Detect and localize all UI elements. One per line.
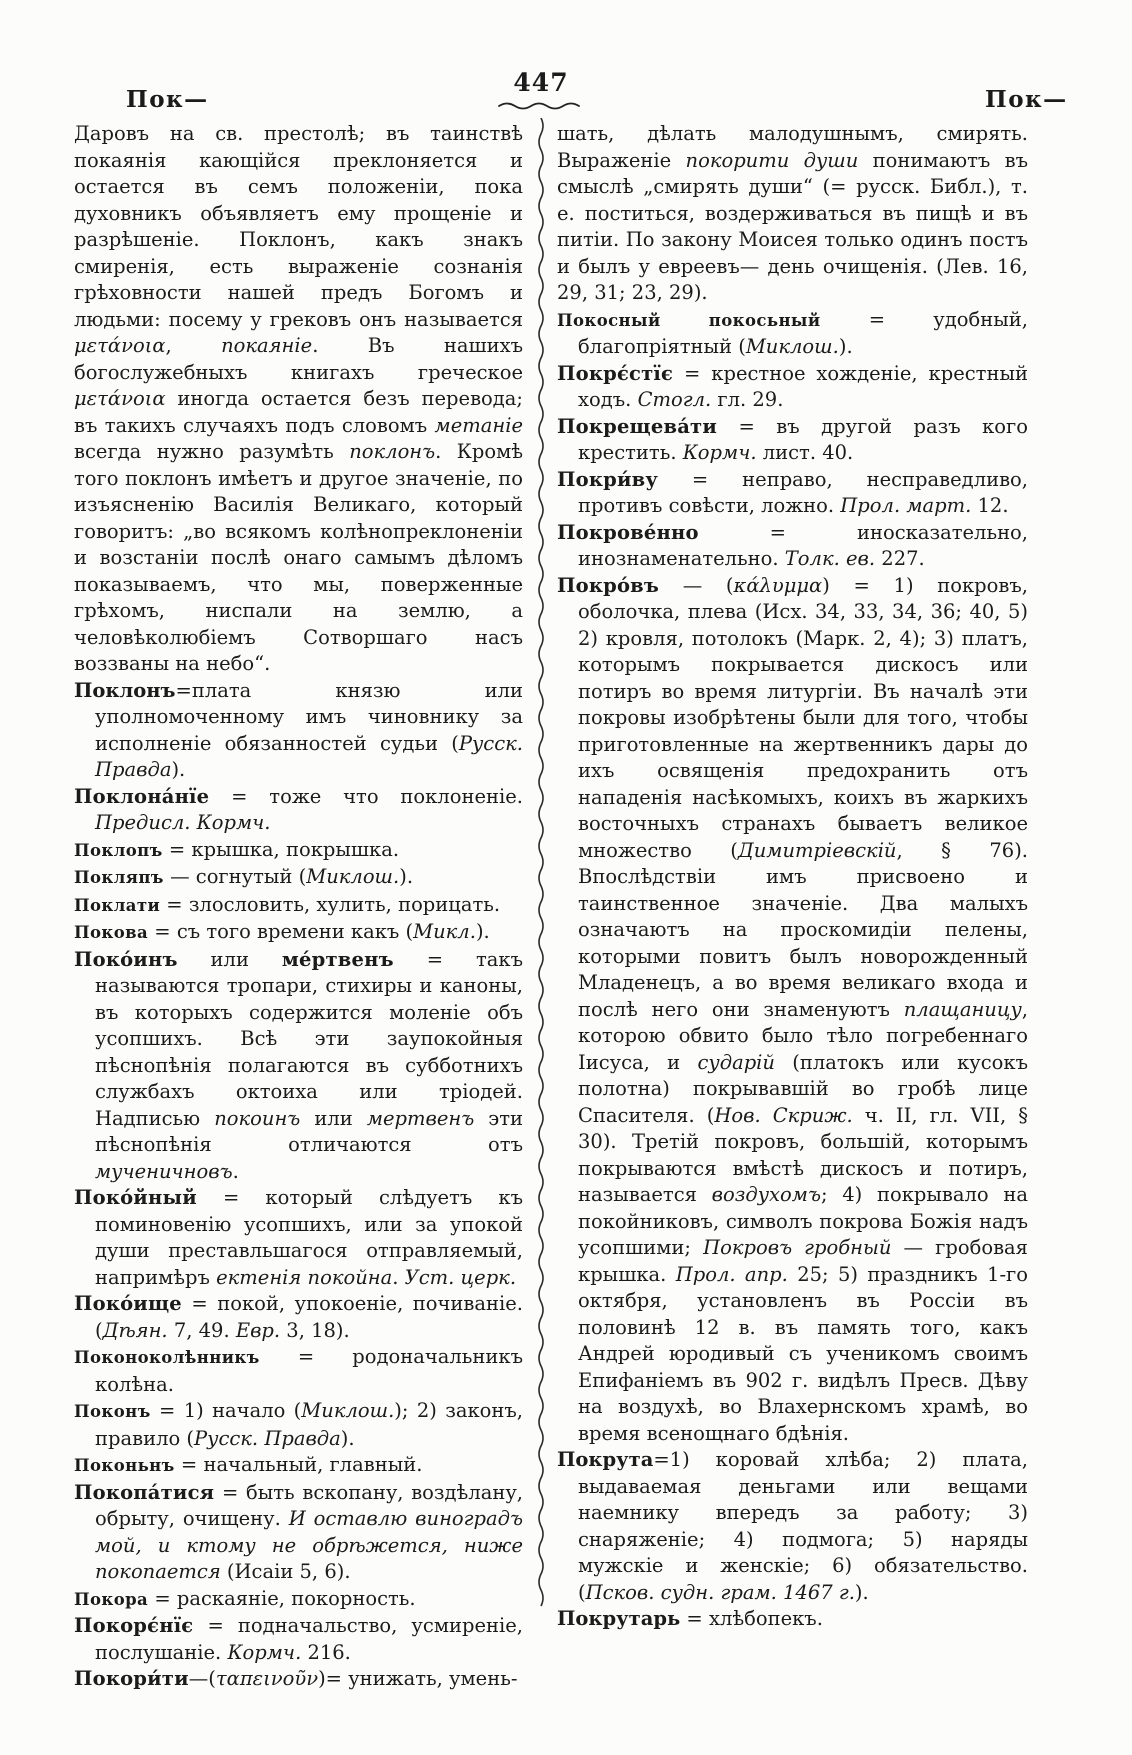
text-run: покоинъ bbox=[214, 1106, 301, 1130]
text-run: Прол. апр. bbox=[675, 1262, 788, 1286]
text-run: . Кромѣ того поклонъ имѣетъ и другое значеніе, по изъясненію Василія Великаго, который говоритъ: „во всякомъ колѣнопреклоненіи и возстаніи послѣ онаго самымъ дѣломъ показываемъ, что мы, поверженные грѣхомъ, ниспали на землю, а человѣколюбіемъ Сотворшаго насъ воззваны на небо“. bbox=[74, 440, 524, 675]
text-run: ). bbox=[171, 758, 186, 781]
entry-headword: Поклати bbox=[74, 895, 161, 915]
text-run: покорити души bbox=[685, 148, 859, 172]
text-run: Кормч. bbox=[682, 441, 757, 464]
text-run: = родоначальникъ колѣна. bbox=[95, 1345, 523, 1396]
text-run: Дѣян. bbox=[102, 1318, 168, 1342]
text-run: понимаютъ въ смыслѣ „смирять души“ (= русск. Библ.), т. е. поститься, воздерживаться въ пищѣ и въ питіи. По закону Моисея только одинъ постъ и былъ у евреевъ— день очищенія. (Лев. 16, 29, 31; 23, 29). bbox=[557, 148, 1028, 304]
text-run: Кормч. bbox=[227, 1640, 302, 1664]
entry-headword: Покрутарь bbox=[557, 1607, 681, 1630]
entry-headword: Покосный покосьный bbox=[557, 310, 821, 330]
text-run: = въ другой разъ кого крестить. bbox=[578, 414, 1028, 464]
text-run: = злословить, хулить, порицать. bbox=[160, 892, 501, 916]
entry-headword: Поконоколѣнникъ bbox=[74, 1348, 260, 1367]
entry-headword: Покрє́стїє bbox=[557, 361, 674, 385]
text-run: Евр. bbox=[235, 1318, 281, 1342]
entry-headword: Поклона́нїе bbox=[74, 784, 210, 808]
text-run: 227. bbox=[875, 547, 925, 570]
dictionary-entry bbox=[557, 1606, 1028, 1633]
text-run: Предисл. Кормч. bbox=[95, 811, 271, 834]
text-run: ταπεινοῦν bbox=[215, 1667, 319, 1690]
entry-headword: Поко́ище bbox=[74, 1292, 182, 1315]
text-run: Даровъ на св. престолѣ; въ таинствѣ покаянія кающійся преклоняется и остается въ семъ положеніи, пока духовникъ объявляетъ ему прощеніе и разрѣшеніе. Поклонъ, какъ знакъ смиренія, есть выраженіе сознанія грѣховности нашей предъ Богомъ и людьми: посему у грековъ онъ называется bbox=[74, 122, 523, 331]
text-run: 3, 18). bbox=[280, 1318, 350, 1342]
text-run: , которою обвито было тѣло погребеннаго Іисуса, и bbox=[578, 997, 1028, 1074]
entry-headword: Покро́въ bbox=[557, 573, 660, 597]
dictionary-entry bbox=[557, 467, 1028, 520]
right-column bbox=[557, 121, 1028, 1633]
text-run: иногда остается безъ перевода; въ такихъ случаяхъ подъ словомъ bbox=[74, 387, 523, 437]
entry-headword: Покрещева́ти bbox=[557, 414, 717, 438]
entry-headword: Поконьнъ bbox=[74, 1456, 175, 1475]
text-run: = удобный, благопріятный ( bbox=[578, 307, 1028, 358]
entry-headword: Поклопъ bbox=[74, 840, 163, 860]
entry-headword: Покова bbox=[74, 923, 149, 942]
text-run: или bbox=[177, 947, 282, 971]
text-run: . bbox=[232, 1159, 239, 1183]
entry-headword: Покрове́нно bbox=[557, 520, 699, 544]
text-run: всегда нужно разумѣть bbox=[74, 440, 350, 463]
text-run: ); 2) законъ, правило ( bbox=[95, 1399, 523, 1450]
continuation-paragraph bbox=[74, 121, 523, 678]
text-run: = тоже что поклоненіе. bbox=[209, 784, 523, 808]
text-run: плащаницу bbox=[903, 997, 1022, 1021]
text-run: Димитріевскій bbox=[737, 838, 897, 862]
entry-headword: Покрута bbox=[557, 1448, 654, 1471]
dictionary-entry bbox=[74, 1398, 523, 1452]
text-run: 216. bbox=[301, 1640, 351, 1664]
text-run: . Въ нашихъ богослужебныхъ книгахъ греческое bbox=[74, 334, 523, 384]
dictionary-entry bbox=[557, 307, 1028, 361]
text-run: ; 4) покрывало на покойниковъ, символъ покрова Божія надъ усопшими; bbox=[578, 1183, 1028, 1259]
dictionary-entry bbox=[557, 1447, 1028, 1606]
text-run: —( bbox=[188, 1667, 216, 1690]
text-run: ). bbox=[475, 920, 490, 943]
text-run: Уст. церк. bbox=[404, 1265, 517, 1289]
text-run: (Исаіи 5, 6). bbox=[220, 1560, 351, 1583]
text-run: ). bbox=[399, 865, 414, 888]
text-run: Русск. Правда bbox=[95, 731, 523, 781]
text-run: — согнутый ( bbox=[163, 865, 307, 888]
running-head-right: Пок— bbox=[985, 86, 1068, 113]
text-run: И оставлю виноградъ мой, и ктому не обрѣжется, ниже покопается bbox=[95, 1507, 523, 1583]
text-run: = 1) начало ( bbox=[150, 1399, 302, 1422]
text-run: Прол. март. bbox=[840, 494, 972, 517]
text-run: гл. 29. bbox=[711, 388, 784, 411]
dictionary-entry bbox=[74, 837, 523, 865]
text-run: Стогл. bbox=[637, 388, 712, 411]
column-divider-icon bbox=[534, 118, 548, 1608]
dictionary-entry bbox=[74, 1291, 523, 1344]
text-run: κάλυμμα bbox=[733, 573, 823, 597]
text-run: μετάνοια bbox=[74, 387, 166, 410]
text-run: = подначальство, усмиреніе, послушаніе. bbox=[95, 1614, 523, 1664]
dictionary-entry bbox=[74, 784, 523, 837]
page-number: 447 bbox=[513, 68, 569, 97]
text-run: мертвенъ bbox=[366, 1106, 475, 1130]
text-run: = такъ называются тропари, стихиры и каноны, въ которыхъ содержится моленіе объ усопшихъ. Всѣ эти заупокойныя пѣснопѣнія полагаются въ субботнихъ службахъ октоиха или тріодей. Надписью bbox=[95, 947, 523, 1130]
text-run: = крышка, покрышка. bbox=[162, 837, 400, 861]
text-run: ме́ртвенъ bbox=[281, 947, 394, 971]
dictionary-entry bbox=[74, 892, 523, 920]
text-run: мученичновъ bbox=[95, 1159, 233, 1183]
text-run: ектенія покойна bbox=[216, 1265, 393, 1289]
text-run: μετάνοια bbox=[74, 334, 166, 357]
dictionary-entry bbox=[74, 1452, 523, 1480]
dictionary-entry bbox=[557, 414, 1028, 467]
entry-headword: Поко́йный bbox=[74, 1186, 197, 1209]
squiggle-rule-icon bbox=[497, 101, 589, 111]
text-run: — гробовая крышка. bbox=[578, 1236, 1028, 1286]
text-run: . bbox=[392, 1265, 405, 1289]
text-run: — ( bbox=[659, 573, 734, 597]
text-run: = который слѣдуетъ къ поминовенію усопшихъ, или за упокой души преставльшагося отправляемый, напримѣръ bbox=[95, 1186, 523, 1289]
text-run: , § 76). Впослѣдствіи имъ присвоено и таинственное значеніе. Два малыхъ означаютъ на проскомидіи пелены, которыми повитъ былъ новорожденный Младенецъ, а во время великаго входа и послѣ него они знаменуютъ bbox=[578, 838, 1028, 1021]
text-run: метаніе bbox=[434, 413, 523, 437]
text-run: = съ того времени какъ ( bbox=[148, 920, 414, 943]
text-run: Миклош. bbox=[745, 335, 839, 358]
text-run: Миклош. bbox=[306, 865, 400, 888]
dictionary-entry bbox=[74, 1185, 523, 1291]
text-run: , bbox=[165, 334, 222, 357]
text-run: Нов. Скриж. bbox=[714, 1103, 853, 1127]
text-run: )= унижать, умень- bbox=[318, 1667, 518, 1690]
text-run: ). bbox=[838, 335, 853, 358]
text-run: Микл. bbox=[413, 920, 476, 943]
text-run: шать, дѣлать малодушнымъ, смирять. Выраженіе bbox=[557, 122, 1028, 172]
dictionary-entry bbox=[74, 1480, 523, 1586]
text-run: = быть вскопану, воздѣлану, обрыту, очищену. bbox=[95, 1480, 523, 1530]
text-run: Миклош. bbox=[301, 1399, 395, 1422]
text-run: = раскаяніе, покорность. bbox=[148, 1586, 416, 1610]
text-run: Покровъ гробный bbox=[703, 1236, 892, 1259]
dictionary-entry bbox=[557, 520, 1028, 573]
text-run: ). bbox=[340, 1426, 355, 1450]
text-run: Псков. судн. грам. 1467 г. bbox=[585, 1580, 855, 1604]
text-run: (платокъ или кусокъ полотна) покрывавшій во гробѣ лице Спасителя. ( bbox=[578, 1050, 1028, 1127]
dictionary-entry bbox=[74, 919, 523, 947]
text-run: или bbox=[300, 1106, 367, 1130]
text-run: эти пѣснопѣнія отличаются отъ bbox=[95, 1106, 523, 1156]
entry-headword: Поконъ bbox=[74, 1402, 151, 1421]
text-run: ) = 1) покровъ, оболочка, плева (Исх. 34, 33, 34, 36; 40, 5) 2) кровля, потолокъ (Марк. 2, 4); 3) платъ, которымъ покрывается дискосъ или потиръ во время литургіи. Въ началѣ эти покровы изобрѣтены были для того, чтобы приготовленные на жертвенникъ дары до ихъ освященія предохранить отъ нападенія насѣкомыхъ, коихъ въ жаркихъ восточныхъ странахъ бываетъ великое множество ( bbox=[578, 573, 1028, 862]
text-run: =1) коровай хлѣба; 2) плата, выдаваемая деньгами или вещами наемнику впередъ за работу; 3) снаряженіе; 4) подмога; 5) наряды мужскіе и женскіе; 6) обязательство. ( bbox=[578, 1448, 1028, 1604]
text-run: = хлѣбопекъ. bbox=[680, 1607, 823, 1630]
dictionary-entry bbox=[74, 947, 523, 1186]
entry-headword: Покори́ти bbox=[74, 1667, 189, 1690]
entry-headword: Поко́инъ bbox=[74, 947, 178, 971]
text-run: 12. bbox=[971, 494, 1009, 517]
text-run: 7, 49. bbox=[167, 1318, 236, 1342]
text-run: =плата князю или уполномоченному имъ чиновнику за исполненіе обязанностей судьи ( bbox=[95, 678, 523, 755]
text-run: = иносказательно, инознаменательно. bbox=[578, 520, 1028, 570]
dictionary-entry bbox=[74, 1344, 523, 1398]
entry-headword: Покопа́тися bbox=[74, 1480, 215, 1504]
entry-headword: Покора bbox=[74, 1589, 149, 1609]
dictionary-entry bbox=[557, 361, 1028, 414]
continuation-paragraph bbox=[557, 121, 1028, 307]
text-run: Русск. Правда bbox=[194, 1426, 341, 1450]
entry-headword: Поклонъ bbox=[74, 678, 176, 702]
text-run: = крестное хожденіе, крестный ходъ. bbox=[578, 361, 1028, 411]
text-run: ). bbox=[854, 1580, 869, 1604]
left-column bbox=[74, 121, 523, 1693]
text-run: 25; 5) праздникъ 1-го октября, установленъ въ Россіи въ половинѣ 12 в. въ память того, какъ Андрей юродивый съ ученикомъ своимъ Епифаніемъ въ 902 г. видѣлъ Пресв. Дѣву на воздухѣ, во Влахернскомъ храмѣ, во время всенощнаго бдѣнія. bbox=[578, 1262, 1028, 1445]
dictionary-entry bbox=[74, 1586, 523, 1614]
entry-headword: Покри́ву bbox=[557, 467, 659, 491]
text-run: = покой, упокоеніе, почиваніе. ( bbox=[95, 1292, 523, 1342]
entry-headword: Покляпъ bbox=[74, 868, 164, 887]
text-run: сударій bbox=[697, 1050, 775, 1074]
text-run: Толк. ев. bbox=[784, 547, 876, 570]
dictionary-entry bbox=[74, 1613, 523, 1666]
text-run: лист. 40. bbox=[756, 441, 854, 464]
text-run: = начальный, главный. bbox=[174, 1453, 423, 1476]
dictionary-entry bbox=[74, 1666, 523, 1693]
text-run: покаяніе bbox=[221, 334, 313, 357]
text-run: ч. II, гл. VII, § 30). Третій покровъ, большій, которымъ покрываются вмѣстѣ дискосъ и потиръ, называется bbox=[578, 1103, 1028, 1206]
text-run: поклонъ bbox=[349, 440, 436, 463]
dictionary-entry bbox=[74, 678, 523, 784]
text-run: воздухомъ bbox=[711, 1183, 821, 1206]
text-run: = неправо, несправедливо, противъ совѣсти, ложно. bbox=[578, 467, 1028, 517]
entry-headword: Покорє́нїє bbox=[74, 1614, 194, 1637]
running-head-left: Пок— bbox=[126, 86, 209, 113]
dictionary-entry bbox=[557, 573, 1028, 1448]
dictionary-entry bbox=[74, 864, 523, 892]
